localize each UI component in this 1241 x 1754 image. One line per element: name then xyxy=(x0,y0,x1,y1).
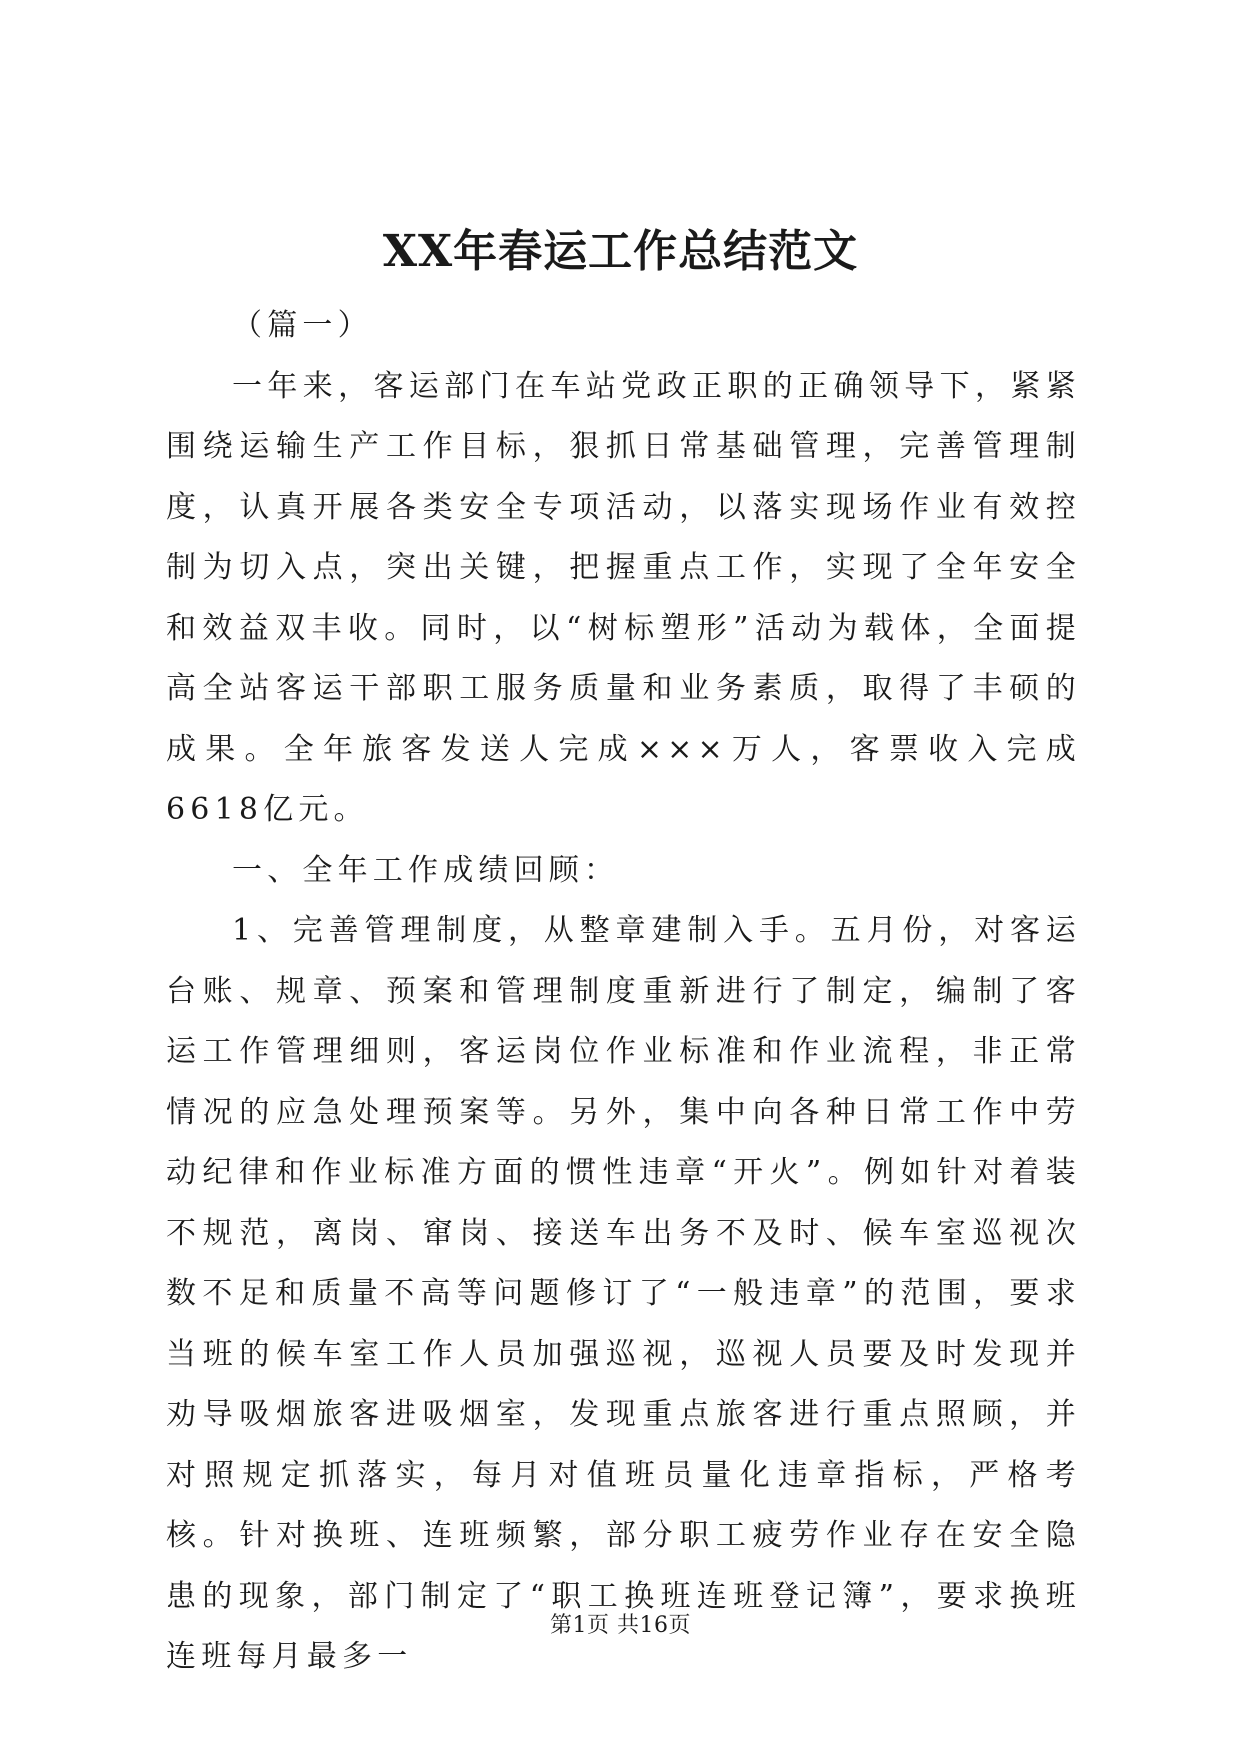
page-footer: 第1页 共16页 xyxy=(550,1613,691,1638)
paragraph-item-1: 1、完善管理制度，从整章建制入手。五月份，对客运台账、规章、预案和管理制度重新进行了制定，编制了客运工作管理细则，客运岗位作业标准和作业流程，非正常情况的应急处理预案等。另外，集中向各种日常工作中劳动纪律和作业标准方面的惯性违章“开火”。例如针对着装不规范，离岗、窜岗、接送车出务不及时、候车室巡视次数不足和质量不高等问题修订了“一般违章”的范围，要求当班的候车室工作人员加强巡视，巡视人员要及时发现并劝导吸烟旅客进吸烟室，发现重点旅客进行重点照顾，并对照规定抓落实，每月对值班员量化违章指标，严格考核。针对换班、连班频繁，部分职工疲劳作业存在安全隐患的现象，部门制定了“职工换班连班登记簿”，要求换班连班每月最多一 xyxy=(166,913,1081,1674)
document-body xyxy=(166,296,1081,1688)
section-label: （篇一） xyxy=(232,308,373,343)
document-title: XX年春运工作总结范文 xyxy=(382,226,859,277)
paragraph-intro: 一年来，客运部门在车站党政正职的正确领导下，紧紧围绕运输生产工作目标，狠抓日常基础管理，完善管理制度，认真开展各类安全专项活动，以落实现场作业有效控制为切入点，突出关键，把握重点工作，实现了全年安全和效益双丰收。同时，以“树标塑形”活动为载体，全面提高全站客运干部职工服务质量和业务素质，取得了丰硕的成果。全年旅客发送人完成×××万人，客票收入完成6618亿元。 xyxy=(166,368,1081,827)
heading-review: 一、全年工作成绩回顾： xyxy=(232,852,620,888)
